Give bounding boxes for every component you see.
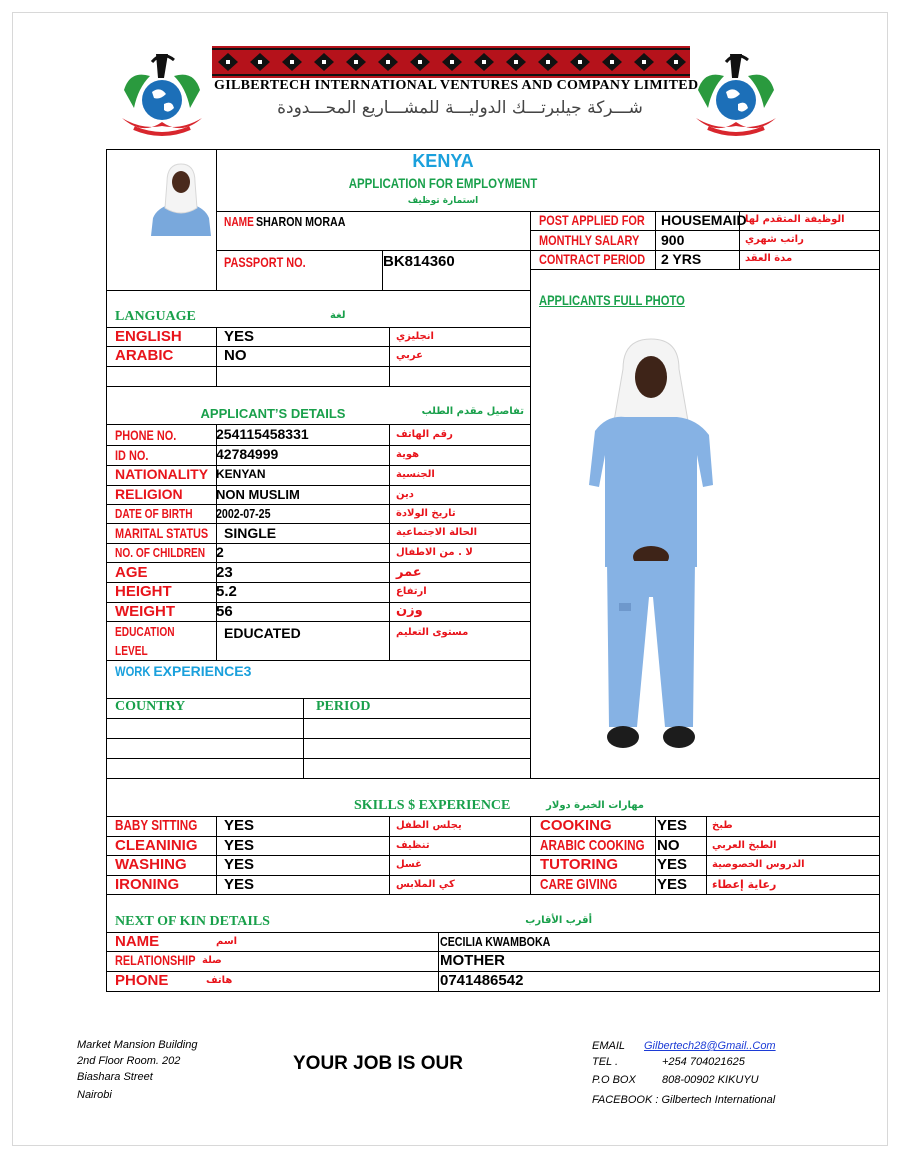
- company-name-ar: شـــركة جيلبرتـــك الدوليـــة للمشـــاريع المحـــدودة: [277, 98, 643, 118]
- kin-value-phone: 0741486542: [440, 972, 524, 989]
- name-value: SHARON MORAA: [256, 214, 346, 229]
- detail-ar-id: هوية: [396, 449, 420, 460]
- footer-email-label: EMAIL: [592, 1040, 626, 1052]
- lang-english-label: ENGLISH: [115, 328, 182, 345]
- lang-english-value: YES: [224, 328, 255, 345]
- skill-label-cleaning: CLEANINIG: [115, 837, 198, 854]
- lang-english-ar: انجليزي: [396, 331, 434, 342]
- detail-value-height: 5.2: [216, 583, 237, 600]
- lang-arabic-ar: عربي: [396, 350, 423, 361]
- header-banner-pattern: [212, 46, 690, 78]
- footer-pobox-label: P.O BOX: [592, 1074, 636, 1086]
- skill-ar-washing: غسل: [396, 859, 422, 870]
- kin-heading: NEXT OF KIN DETAILS: [115, 914, 270, 929]
- detail-value-dob: 2002-07-25: [216, 506, 271, 521]
- detail-label-id: ID NO.: [115, 447, 149, 463]
- lang-arabic-value: NO: [224, 347, 247, 364]
- skill-label-ironing: IRONING: [115, 876, 180, 893]
- detail-value-nationality: KENYAN: [216, 467, 266, 481]
- kin-label-relationship: RELATIONSHIP: [115, 952, 196, 968]
- detail-ar-nationality: الجنسية: [396, 469, 435, 480]
- detail-value-education: EDUCATED: [224, 625, 301, 641]
- salary-label: MONTHLY SALARY: [539, 232, 640, 248]
- footer-slogan: YOUR JOB IS OUR: [293, 1053, 463, 1074]
- form-title: APPLICATION FOR EMPLOYMENT: [348, 175, 538, 191]
- footer-address-line4: Nairobi: [77, 1089, 112, 1101]
- kin-label-phone: PHONE: [115, 972, 169, 989]
- skill-label-arabic-cooking: ARABIC COOKING: [540, 837, 645, 854]
- company-name-en: GILBERTECH INTERNATIONAL VENTURES AND COMPANY LIMITED: [214, 78, 699, 93]
- company-logo-right: [690, 48, 782, 140]
- detail-ar-phone: رقم الهاتف: [396, 429, 453, 440]
- skill-ar-care-giving: رعاية إعطاء: [712, 878, 777, 891]
- post-value: HOUSEMAID: [661, 212, 747, 228]
- work-heading: WORK EXPERIENCE3: [115, 663, 252, 679]
- detail-ar-religion: دين: [396, 489, 414, 500]
- skill-label-baby-sitting: BABY SITTING: [115, 817, 198, 834]
- skill-label-care-giving: CARE GIVING: [540, 876, 618, 893]
- skill-value-arabic-cooking: NO: [657, 837, 680, 854]
- skills-heading-ar: مهارات الخبرة دولار: [546, 800, 644, 811]
- footer-pobox-value: 808-00902 KIKUYU: [662, 1074, 759, 1086]
- language-heading-ar: لغة: [330, 310, 346, 321]
- details-heading-ar: تفاصيل مقدم الطلب: [421, 406, 524, 417]
- detail-label-nationality: NATIONALITY: [115, 466, 209, 482]
- footer-address-line1: Market Mansion Building: [77, 1039, 198, 1051]
- work-col-period: PERIOD: [316, 699, 371, 714]
- detail-value-phone: 254115458331: [216, 426, 309, 442]
- detail-label-education-2: LEVEL: [115, 643, 148, 658]
- applicant-portrait: [147, 158, 215, 236]
- applicant-full-photo: [585, 335, 717, 755]
- salary-ar: راتب شهري: [745, 234, 804, 245]
- kin-heading-ar: أقرب الأقارب: [525, 915, 592, 926]
- skill-label-tutoring: TUTORING: [540, 856, 619, 873]
- detail-label-dob: DATE OF BIRTH: [115, 506, 193, 521]
- form-title-ar: استمارة توظيف: [407, 196, 479, 206]
- skill-value-washing: YES: [224, 856, 255, 873]
- skill-label-cooking: COOKING: [540, 817, 612, 834]
- skill-ar-cleaning: تنظيف: [396, 840, 430, 851]
- footer-tel-label: TEL .: [592, 1056, 619, 1068]
- kin-value-name: CECILIA KWAMBOKA: [440, 934, 551, 949]
- detail-label-height: HEIGHT: [115, 583, 172, 600]
- skill-ar-ironing: كي الملابس: [396, 879, 455, 890]
- company-logo-left: [116, 48, 208, 140]
- detail-ar-age: عمر: [396, 565, 422, 580]
- work-col-country: COUNTRY: [115, 699, 186, 714]
- post-ar: الوظيفة المتقدم لها: [745, 214, 845, 225]
- footer-tel-value: +254 704021625: [662, 1056, 745, 1068]
- passport-label: PASSPORT NO.: [224, 254, 306, 270]
- detail-ar-weight: وزن: [396, 603, 423, 618]
- detail-label-children: NO. OF CHILDREN: [115, 545, 206, 560]
- skill-value-care-giving: YES: [657, 876, 688, 893]
- country-title: KENYA: [412, 151, 474, 171]
- detail-label-phone: PHONE NO.: [115, 427, 177, 443]
- detail-value-weight: 56: [216, 603, 233, 620]
- detail-value-marital: SINGLE: [224, 525, 277, 541]
- skill-value-baby-sitting: YES: [224, 817, 255, 834]
- detail-label-weight: WEIGHT: [115, 603, 175, 620]
- detail-ar-dob: تاريخ الولادة: [396, 508, 456, 519]
- detail-ar-education: مستوى التعليم: [396, 627, 469, 638]
- detail-value-id: 42784999: [216, 446, 279, 462]
- kin-value-relationship: MOTHER: [440, 952, 505, 969]
- kin-ar-relationship: صلة: [202, 955, 222, 966]
- skill-ar-arabic-cooking: الطبخ العربي: [712, 840, 777, 851]
- skill-value-ironing: YES: [224, 876, 255, 893]
- language-heading: LANGUAGE: [115, 309, 196, 324]
- skill-ar-baby-sitting: يجلس الطفل: [396, 820, 462, 831]
- footer-address-line2: 2nd Floor Room. 202: [77, 1055, 181, 1067]
- detail-label-marital: MARITAL STATUS: [115, 525, 209, 541]
- kin-ar-name: اسم: [216, 936, 238, 947]
- detail-ar-marital: الحالة الاجتماعية: [396, 527, 478, 538]
- detail-value-religion: NON MUSLIM: [216, 487, 300, 502]
- skill-value-tutoring: YES: [657, 856, 688, 873]
- full-photo-label: APPLICANTS FULL PHOTO: [539, 292, 685, 308]
- footer-address-line3: Biashara Street: [77, 1071, 153, 1083]
- detail-value-age: 23: [216, 564, 233, 581]
- contract-label: CONTRACT PERIOD: [539, 251, 646, 267]
- passport-value: BK814360: [383, 253, 455, 270]
- salary-value: 900: [661, 232, 685, 248]
- footer-email-link[interactable]: Gilbertech28@Gmail..Com: [644, 1040, 776, 1052]
- contract-ar: مدة العقد: [745, 253, 793, 264]
- detail-ar-children: لا . من الاطفال: [396, 547, 473, 558]
- name-label: NAME: [224, 214, 254, 229]
- skill-value-cooking: YES: [657, 817, 688, 834]
- skill-ar-cooking: طبخ: [712, 820, 733, 831]
- kin-ar-phone: هاتف: [206, 975, 233, 986]
- skills-heading: SKILLS $ EXPERIENCE: [354, 798, 511, 813]
- footer-facebook: FACEBOOK : Gilbertech International: [592, 1094, 776, 1106]
- detail-label-age: AGE: [115, 564, 148, 581]
- kin-label-name: NAME: [115, 933, 160, 950]
- details-heading: APPLICANT’S DETAILS: [200, 406, 346, 421]
- detail-ar-height: ارتفاع: [396, 586, 427, 597]
- skill-label-washing: WASHING: [115, 856, 187, 873]
- skill-value-cleaning: YES: [224, 837, 255, 854]
- detail-label-religion: RELIGION: [115, 486, 183, 502]
- lang-arabic-label: ARABIC: [115, 347, 174, 364]
- post-label: POST APPLIED FOR: [539, 212, 645, 228]
- contract-value: 2 YRS: [661, 251, 702, 267]
- detail-label-education-1: EDUCATION: [115, 624, 175, 639]
- detail-value-children: 2: [216, 544, 224, 560]
- skill-ar-tutoring: الدروس الخصوصية: [712, 859, 805, 870]
